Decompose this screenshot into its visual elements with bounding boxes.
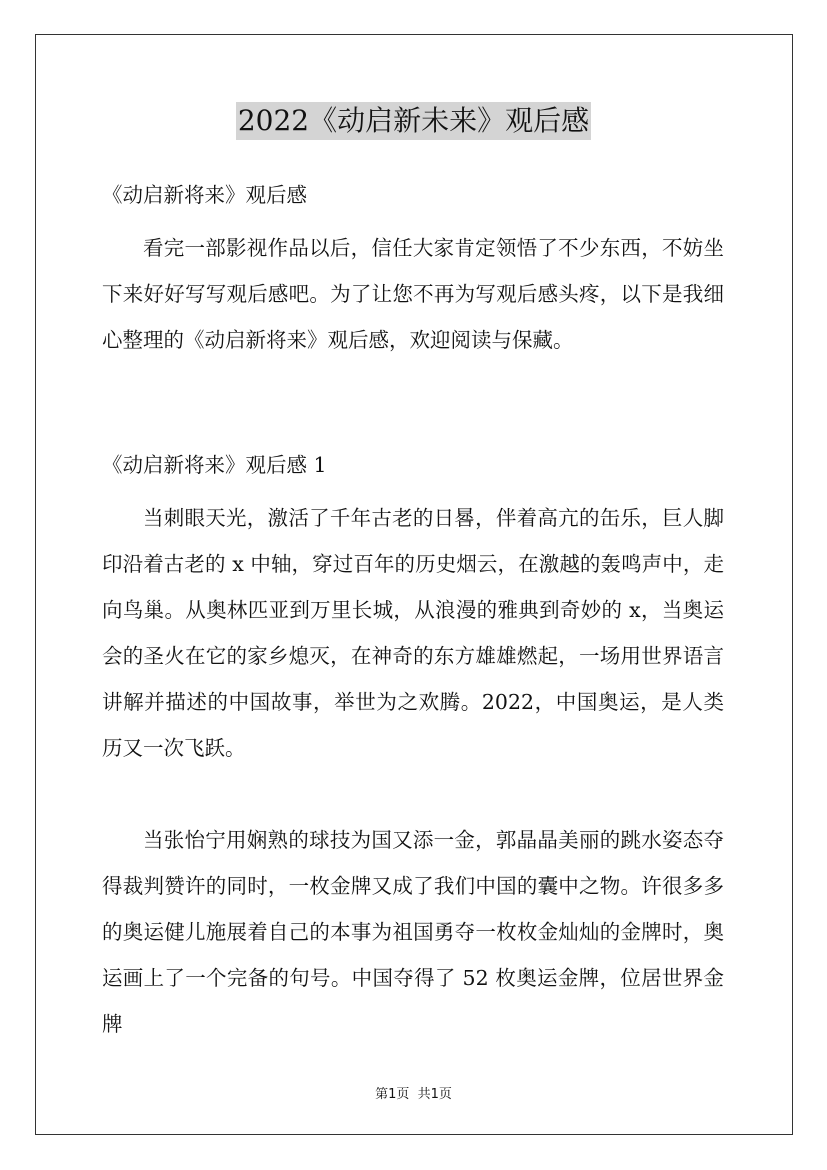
subtitle-heading: 《动启新将来》观后感 <box>102 183 307 207</box>
body-paragraph: 当刺眼天光，激活了千年古老的日晷，伴着高亢的缶乐，巨人脚印沿着古老的 x 中轴，穿过百年的历史烟云，在激越的轰鸣声中，走向鸟巢。从奥林匹亚到万里长城，从浪漫的雅典到奇妙的 x，当奥运会的圣火在它的家乡熄灭，在神奇的东方雄雄燃起，一场用世界语言讲解并描述的中国故事，举世为之欢腾。2022，中国奥运，是人类历又一次飞跃。 <box>102 506 724 760</box>
body-paragraph: 当张怡宁用娴熟的球技为国又添一金，郭晶晶美丽的跳水姿态夺得裁判赞许的同时，一枚金牌又成了我们中国的囊中之物。许很多多的奥运健儿施展着自己的本事为祖国勇夺一枚枚金灿灿的金牌时，奥运画上了一个完备的句号。中国夺得了 52 枚奥运金牌，位居世界金牌 <box>102 828 724 1036</box>
title-container <box>0 102 827 140</box>
section-heading: 《动启新将来》观后感 1 <box>102 453 327 477</box>
page-total: 共1页 <box>417 1087 452 1102</box>
intro-paragraph: 看完一部影视作品以后，信任大家肯定领悟了不少东西，不妨坐下来好好写写观后感吧。为了让您不再为写观后感头疼，以下是我细心整理的《动启新将来》观后感，欢迎阅读与保藏。 <box>102 236 724 352</box>
page-footer <box>0 1083 827 1102</box>
page-number: 第1页 <box>375 1087 410 1102</box>
document-title: 2022《动启新未来》观后感 <box>236 102 591 140</box>
